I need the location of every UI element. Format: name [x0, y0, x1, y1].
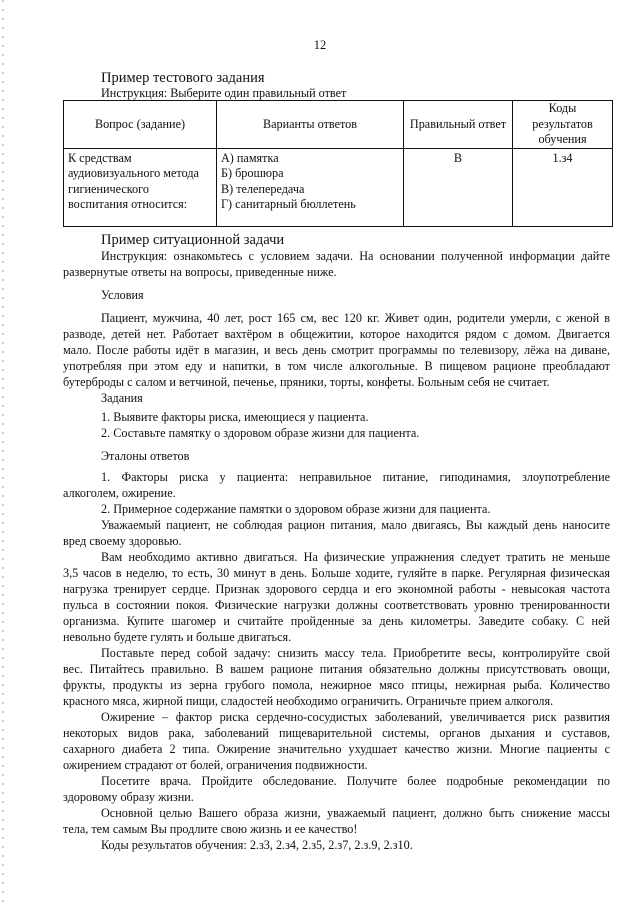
answer-line: Посетите врача. Пройдите обследование. Получите более подробные рекомендации по: [101, 774, 610, 788]
answer-line: невольно будете гулять и больше двигаться.: [63, 630, 292, 644]
tasks-heading: Задания: [101, 391, 143, 405]
answer-line: 3,5 часов в неделю, то есть, 30 минут в день. Больше ходите, гуляйте в парке. Регулярная физическая: [63, 566, 610, 580]
answer-line: Поставьте перед собой задачу: снизить массу тела. Приобретите весы, контролируйте свой: [101, 646, 610, 660]
question-line: гигиенического: [68, 181, 149, 196]
answer-line: пульса в состоянии покоя. Физические нагрузки должны соответствовать уровню тренированности: [63, 598, 610, 612]
answer-line: некоторых видов рака, заболеваний пищеварительной системы, органов дыхания и суставов,: [63, 726, 610, 740]
instruction-line: Инструкция: ознакомьтесь с условием задачи. На основании полученной информации дайте: [101, 249, 610, 263]
test-example-title: Пример тестового задания: [101, 70, 265, 86]
header-codes: Коды результатов обучения: [513, 101, 613, 149]
test-example-instruction: Инструкция: Выберите один правильный ответ: [101, 86, 347, 100]
conditions-line: мало. После работы идёт в магазин, и весь день смотрит программы по телевизору, лёжа на диване,: [63, 343, 610, 357]
answer-line: тела, тем самым Вы продлите свою жизнь и ее качество!: [63, 822, 358, 836]
header-question: Вопрос (задание): [64, 101, 217, 149]
options-cell: [217, 148, 404, 226]
answer-line: здоровому образу жизни.: [63, 790, 194, 804]
option-c: В) телепередача: [221, 181, 305, 196]
header-correct-answer: Правильный ответ: [404, 101, 513, 149]
question-cell: [64, 148, 217, 226]
answer-line: нагрузка тренирует сердце. Признак здорового сердца и его экономной работы - невысокая частота: [63, 582, 610, 596]
answer-line: вред своему здоровью.: [63, 534, 182, 548]
answer-line: Вам необходимо активно двигаться. На физические упражнения следует тратить не меньше: [101, 550, 610, 564]
conditions-line: бутерброды с салом и ветчиной, печенье, пряники, торты, конфеты. Больным себя не считает.: [63, 375, 550, 389]
answer-line: Уважаемый пациент, не соблюдая рацион питания, мало двигаясь, Вы каждый день наносите: [101, 518, 610, 532]
answer-line: сахарного диабета 2 типа. Ожирение значительно ухудшает качество жизни. Многие пациенты с: [63, 742, 610, 756]
answer-line: красного мяса, жирной пищи, сладостей необходимо ограничить. Ограничьте прием алкоголя.: [63, 694, 554, 708]
question-line: воспитания относится:: [68, 197, 188, 211]
table-row: [64, 148, 613, 226]
page-number: 12: [313, 38, 327, 52]
answer-line: Основной целью Вашего образа жизни, уважаемый пациент, должно быть снижение массы: [101, 806, 610, 820]
situational-example-title: Пример ситуационной задачи: [101, 232, 285, 248]
code-cell: 1.з4: [513, 148, 613, 226]
learning-codes-line: Коды результатов обучения: 2.з3, 2.з4, 2.з5, 2.з7, 2.з.9, 2.з10.: [101, 838, 413, 852]
answer-line: ожирением страдают от болей, ограничения подвижности.: [63, 758, 368, 772]
table-header-row: [64, 101, 613, 149]
correct-answer-cell: В: [404, 148, 513, 226]
answer-line: Ожирение – фактор риска сердечно-сосудистых заболеваний, увеличивается риск развития: [101, 710, 610, 724]
conditions-line: Пациент, мужчина, 40 лет, рост 165 см, вес 120 кг. Живет один, родители умерли, с женой в: [101, 311, 610, 325]
answer-line: фрукты, продукты из зерна грубого помола, нежирное мясо птицы, нежирная рыба. Количество: [63, 678, 610, 692]
conditions-line: употребляя при этом еду и напитки, в том числе алкогольные. В пищевом рационе преобладают: [63, 359, 610, 373]
answer-line: 2. Примерное содержание памятки о здоровом образе жизни для пациента.: [101, 502, 491, 516]
answer-line: организма. Купите шагомер и считайте пройденные за день километры. Заведите собаку. С ней: [63, 614, 610, 628]
question-line: аудиовизуального метода: [68, 166, 199, 180]
scan-edge: [2, 0, 4, 906]
instruction-line: развернутые ответы на вопросы, приведенные ниже.: [63, 265, 337, 279]
header-options: Варианты ответов: [217, 101, 404, 149]
question-line: К средствам: [68, 150, 132, 165]
conditions-heading: Условия: [101, 288, 144, 302]
answers-heading: Эталоны ответов: [101, 449, 190, 463]
task-item: 1. Выявите факторы риска, имеющиеся у пациента.: [101, 410, 369, 424]
test-table: [63, 100, 613, 227]
task-item: 2. Составьте памятку о здоровом образе жизни для пациента.: [101, 426, 420, 440]
option-d: Г) санитарный бюллетень: [221, 197, 356, 211]
answer-line: алкоголем, ожирение.: [63, 486, 176, 500]
option-b: Б) брошюра: [221, 166, 284, 180]
answer-line: 1. Факторы риска у пациента: неправильное питание, гиподинамия, злоупотребление: [101, 470, 610, 484]
answer-line: вес. Питайтесь правильно. В вашем рационе питания обязательно должны присутствовать овощи,: [63, 662, 610, 676]
conditions-line: разводе, детей нет. Работает вахтёром в общежитии, которое находится рядом с домом. Двигается: [63, 327, 610, 341]
option-a: А) памятка: [221, 150, 279, 165]
